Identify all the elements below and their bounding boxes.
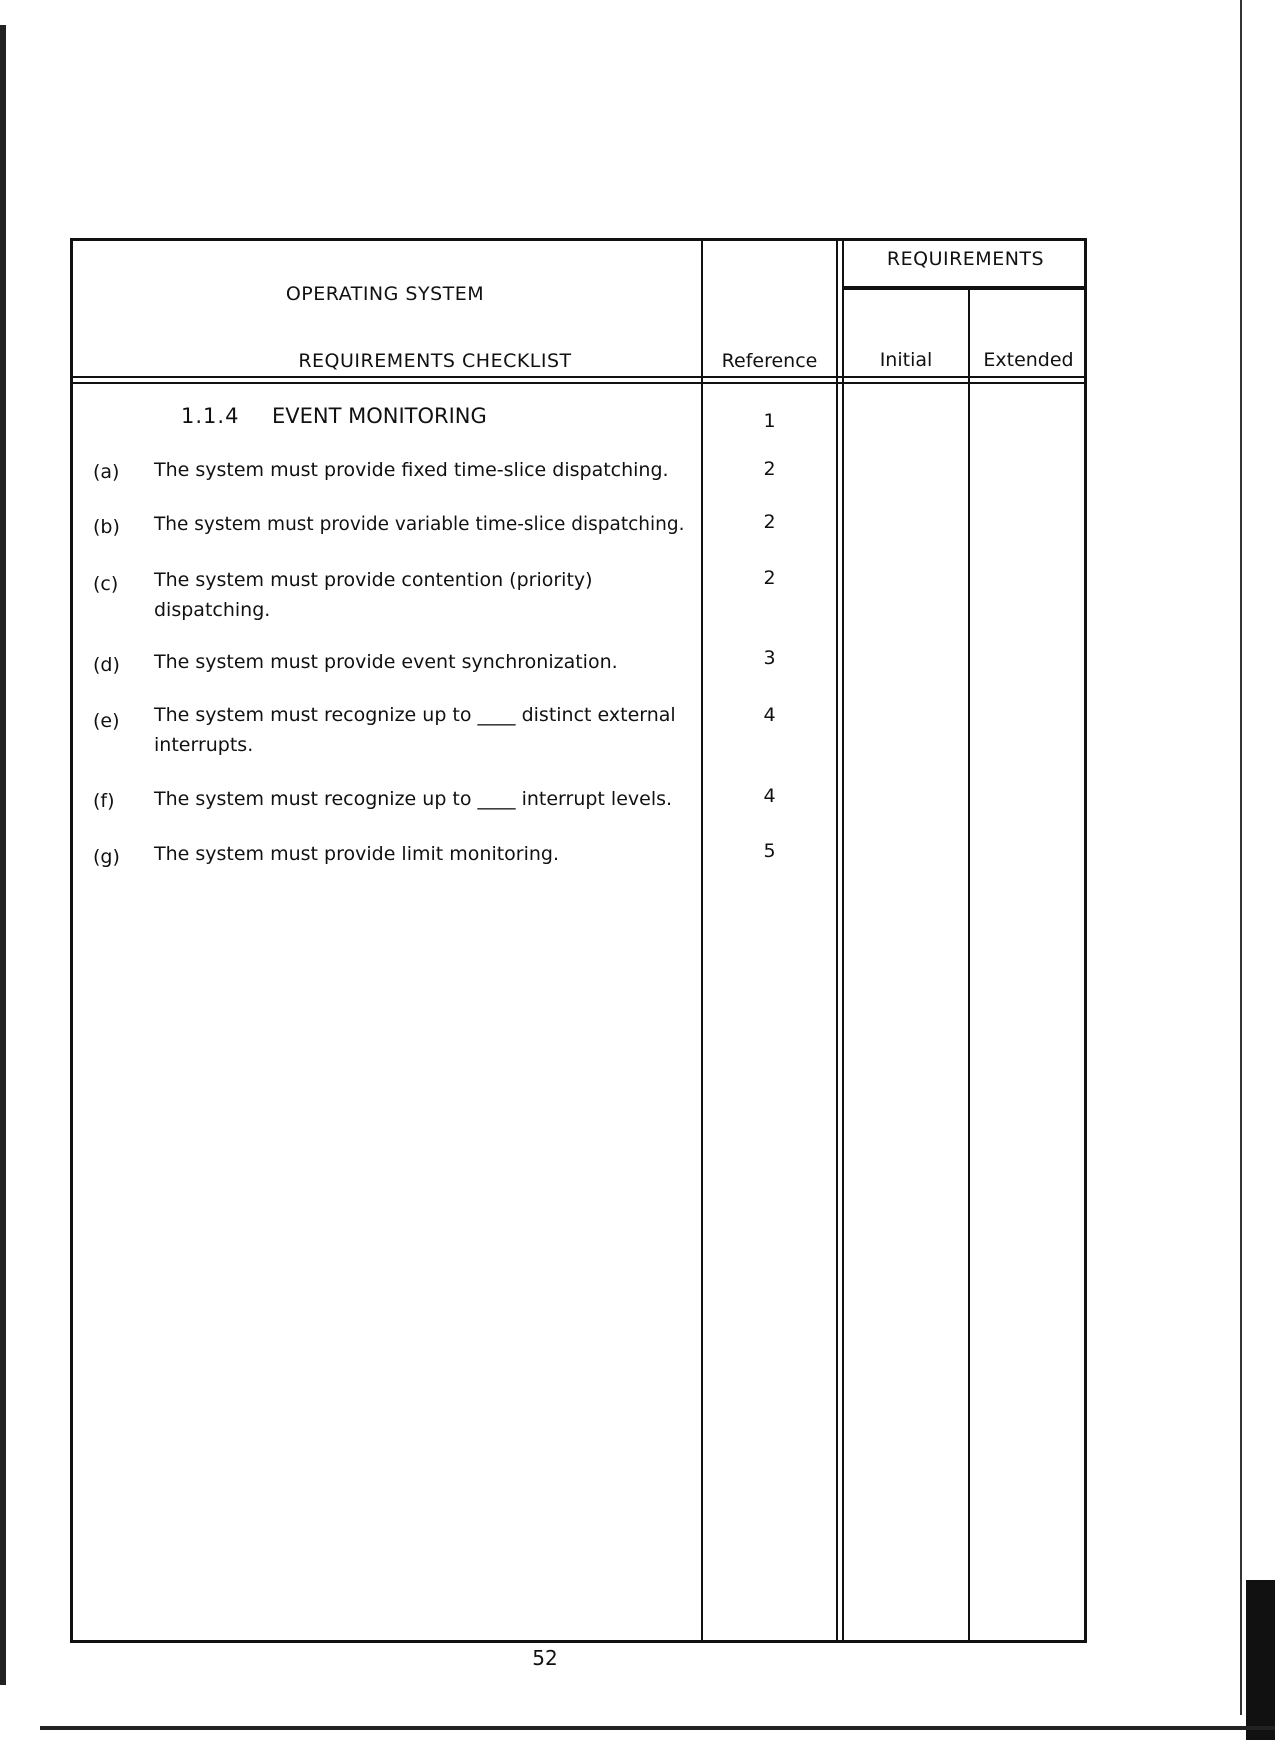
requirements-column-header: REQUIREMENTS <box>886 248 1045 270</box>
item-letter: (g) <box>93 846 120 868</box>
checklist-title-line1: OPERATING SYSTEM <box>285 283 485 305</box>
item-text-continued: interrupts. <box>154 734 254 756</box>
item-text: The system must recognize up to ____ interrupt levels. <box>154 788 673 810</box>
item-reference: 4 <box>763 785 776 807</box>
divider-requirements-left <box>836 238 838 1643</box>
item-reference: 2 <box>763 511 776 533</box>
section-title: EVENT MONITORING <box>272 404 487 428</box>
scan-edge-right-dark <box>1246 1580 1275 1740</box>
reference-column-header: Reference <box>721 350 818 372</box>
section-reference: 1 <box>763 410 776 432</box>
item-reference: 3 <box>763 647 776 669</box>
divider-initial-extended <box>968 290 970 1643</box>
requirements-underline <box>842 286 1087 290</box>
item-text: The system must provide limit monitoring. <box>154 843 560 865</box>
item-reference: 2 <box>763 458 776 480</box>
item-reference: 2 <box>763 567 776 589</box>
header-rule-2 <box>70 382 1087 384</box>
initial-column-header: Initial <box>879 349 933 371</box>
item-text: The system must provide contention (priority) <box>154 569 593 591</box>
item-reference: 4 <box>763 704 776 726</box>
item-letter: (f) <box>93 790 115 812</box>
item-text: The system must provide event synchronization. <box>154 651 618 673</box>
item-text: The system must provide variable time-slice dispatching. <box>154 514 685 535</box>
item-text: The system must recognize up to ____ distinct external <box>154 704 676 726</box>
table-frame <box>70 238 1087 1643</box>
scan-edge-left <box>0 25 6 1685</box>
item-text: The system must provide fixed time-slice dispatching. <box>154 459 669 481</box>
item-letter: (d) <box>93 654 120 676</box>
scan-edge-right <box>1240 0 1242 1715</box>
header-rule-1 <box>70 376 1087 378</box>
item-text-continued: dispatching. <box>154 599 271 621</box>
item-reference: 5 <box>763 840 776 862</box>
scan-edge-bottom <box>40 1726 1275 1730</box>
divider-requirements-right <box>842 238 844 1643</box>
checklist-title-line2: REQUIREMENTS CHECKLIST <box>298 350 572 372</box>
item-letter: (c) <box>93 573 119 595</box>
page-number: 52 <box>532 1646 558 1670</box>
extended-column-header: Extended <box>983 349 1074 371</box>
section-number: 1.1.4 <box>181 404 240 428</box>
item-letter: (b) <box>93 516 120 538</box>
item-letter: (e) <box>93 710 120 732</box>
item-letter: (a) <box>93 461 120 483</box>
divider-reference <box>701 238 703 1643</box>
